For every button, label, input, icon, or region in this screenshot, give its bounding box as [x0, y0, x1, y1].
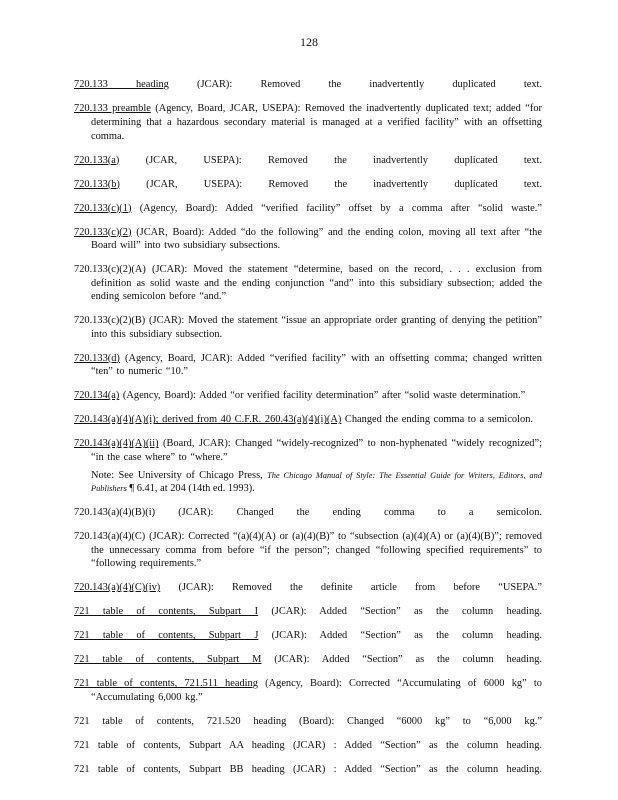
list-item	[74, 581, 542, 595]
list-item	[74, 154, 542, 168]
entry-text: Changed the ending comma to a semicolon.	[341, 414, 534, 426]
section-ref: 720.143(a)(4)(A)(i); derived from 40 C.F.R. 260.43(a)(4)(i)(A)	[74, 414, 342, 426]
section-ref: 720.133 preamble	[74, 103, 151, 115]
note-citation: The Chicago Manual of Style: The Essential Guide for Writers, Editors, and Publishers	[91, 470, 542, 494]
list-item	[74, 506, 542, 520]
list-item	[74, 389, 542, 403]
entry-text: (Agency, Board): Added “or verified facility determination” after “solid waste determination.”	[119, 390, 526, 402]
entry-text: (JCAR): Added “Section” as the column heading.	[258, 606, 542, 618]
section-ref: 720.134(a)	[74, 390, 120, 402]
section-ref: 720.143(a)(4)(A)(ii)	[74, 438, 159, 450]
entry-text: (JCAR): Removed the definite article from before “USEPA.”	[160, 582, 542, 594]
page-number: 128	[300, 35, 318, 49]
list-item	[74, 629, 542, 643]
section-ref: 721 table of contents, Subpart J	[74, 630, 259, 642]
section-ref: 721 table of contents, Subpart I	[74, 606, 259, 618]
section-ref: 721 table of contents, 721.511 heading	[74, 678, 258, 690]
entry-text: (Agency, Board): Added “verified facility” offset by a comma after “solid waste.”	[131, 202, 542, 214]
style-note	[74, 469, 542, 496]
entry-text: 720.143(a)(4)(C) (JCAR): Corrected “(a)(4)(A) or (a)(4)(B)” to “subsection (a)(4)(A) or (a)(4)(B)”; removed the unnecessary comma from before “if the person”; changed “following specified requirements” to “following requirements.”	[74, 531, 542, 570]
note-prefix: Note: See University of Chicago Press,	[91, 469, 268, 481]
entry-text: (Agency, Board, JCAR, USEPA): Removed the inadvertently duplicated text; added “for determining that a hazardous secondary material is managed at a verified facility” with an offsetting comma.	[91, 103, 542, 142]
list-item	[74, 739, 542, 753]
list-item	[74, 226, 542, 253]
list-item	[74, 530, 542, 571]
section-ref: 721 table of contents, Subpart M	[74, 654, 262, 666]
section-ref: 720.133(b)	[74, 178, 120, 190]
list-item	[74, 715, 542, 729]
entry-text: 720.133(c)(2)(B) (JCAR): Moved the statement “issue an appropriate order granting of denying the petition” into this subsidiary subsection.	[74, 315, 542, 340]
entry-text: 721 table of contents, Subpart BB heading (JCAR) : Added “Section” as the column heading.	[74, 763, 542, 775]
section-ref: 720.133(d)	[74, 352, 120, 364]
list-item	[74, 653, 542, 667]
note-suffix: ¶ 6.41, at 204 (14th ed. 1993).	[126, 483, 255, 495]
list-item	[74, 437, 542, 464]
list-item	[74, 263, 542, 304]
list-item	[74, 314, 542, 341]
entry-text: 721 table of contents, Subpart AA heading (JCAR) : Added “Section” as the column heading.	[74, 739, 542, 751]
entry-text: (Agency, Board): Corrected “Accumulating of 6000 kg” to “Accumulating 6,000 kg.”	[91, 678, 542, 703]
entry-text: (JCAR): Removed the inadvertently duplicated text.	[168, 79, 543, 91]
list-item	[74, 763, 542, 777]
list-item	[74, 352, 542, 379]
entry-text: (JCAR, USEPA): Removed the inadvertently duplicated text.	[119, 178, 542, 190]
entry-text: (JCAR, USEPA): Removed the inadvertently duplicated text.	[119, 154, 542, 166]
list-item	[74, 605, 542, 619]
list-item	[74, 178, 542, 192]
list-item	[74, 102, 542, 143]
entry-text: 720.143(a)(4)(B)(i) (JCAR): Changed the ending comma to a semicolon.	[74, 507, 542, 519]
section-ref: 720.133(a)	[74, 154, 120, 166]
entry-text: 721 table of contents, 721.520 heading (Board): Changed “6000 kg” to “6,000 kg.”	[74, 715, 542, 727]
list-item	[74, 677, 542, 704]
entry-text: (JCAR): Added “Section” as the column heading.	[258, 630, 542, 642]
section-ref: 720.133 heading	[74, 79, 169, 91]
list-item	[74, 78, 542, 92]
section-ref: 720.143(a)(4)(C)(iv)	[74, 582, 161, 594]
entry-text: (JCAR): Added “Section” as the column heading.	[261, 654, 542, 666]
section-ref: 720.133(c)(2)	[74, 226, 132, 238]
errata-list	[74, 68, 542, 783]
list-item	[74, 413, 542, 427]
entry-text: (JCAR, Board): Added “do the following” and the ending colon, moving all text after “the Board will” into two subsidiary subsections.	[91, 226, 542, 252]
entry-text: (Board, JCAR): Changed “widely-recognized” to non-hyphenated “widely recognized”; “in the case where” to “where.”	[91, 438, 542, 463]
entry-text: 720.133(c)(2)(A) (JCAR): Moved the statement “determine, based on the record, . . . exclusion from definition as solid waste and the ending conjunction “and” into this subsidiary subsection; added the ending semicolon before “and.”	[74, 264, 542, 303]
section-ref: 720.133(c)(1)	[74, 202, 132, 214]
entry-text: (Agency, Board, JCAR): Added “verified facility” with an offsetting comma; changed written “ten” to numeric “10.”	[91, 352, 542, 378]
list-item	[74, 202, 542, 216]
